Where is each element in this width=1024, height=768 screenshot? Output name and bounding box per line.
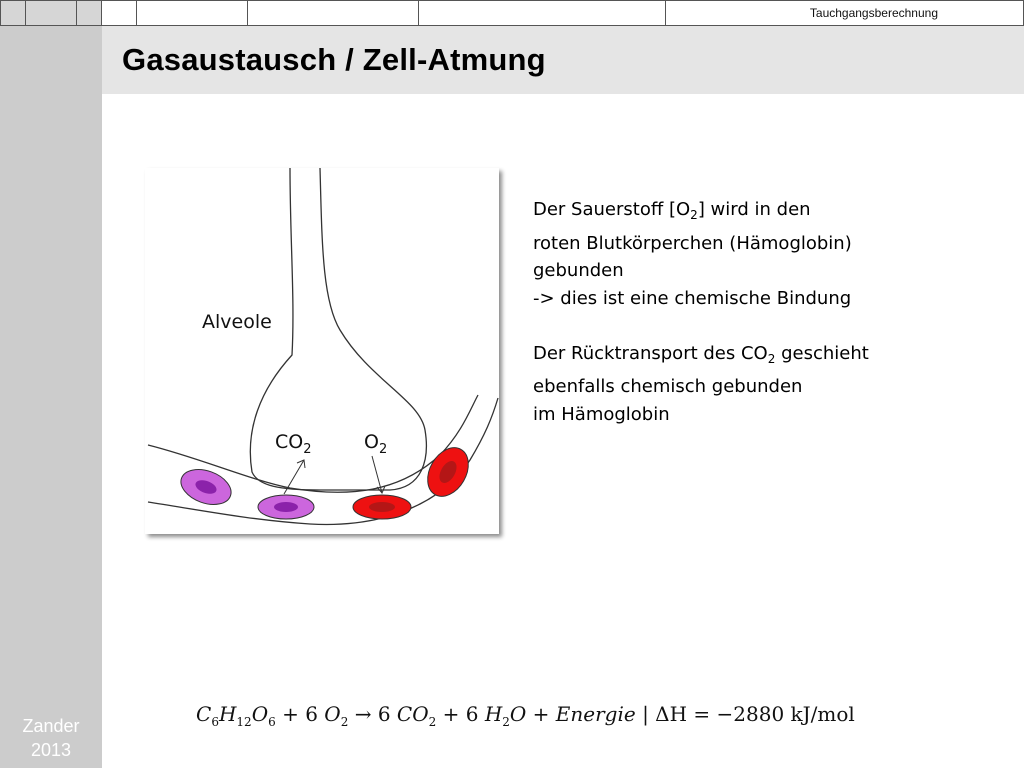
blood-cell-o2: [353, 495, 411, 519]
f-plus2: + 6: [436, 702, 485, 726]
paragraph-oxygen: [533, 196, 953, 312]
co2-label-text: CO: [275, 431, 304, 453]
p2-line3: im Hämoglobin: [533, 403, 670, 425]
o2-label-text: O: [364, 431, 379, 453]
f-c: C: [196, 702, 212, 726]
p1-line4: -> dies ist eine chemische Bindung: [533, 287, 852, 309]
author-name: Zander: [22, 716, 80, 736]
body-text: [533, 196, 953, 428]
f-co2: CO: [396, 702, 429, 726]
f-arrow: → 6: [348, 702, 397, 726]
f-co2-sub: 2: [428, 715, 437, 729]
p1-line1-b: ] wird in den: [697, 199, 811, 220]
strip-cell: [77, 0, 102, 26]
left-sidebar: [0, 0, 102, 768]
f-o2-sub: 2: [340, 715, 349, 729]
o2-label-sub: 2: [378, 442, 388, 457]
strip-cell: [419, 0, 666, 26]
p1-line1-a: Der Sauerstoff [O: [533, 199, 691, 220]
f-h-sub: 12: [236, 715, 252, 729]
p1-line1-sub: 2: [690, 208, 698, 222]
alveole-diagram: [140, 160, 508, 542]
f-o: O: [251, 702, 269, 726]
strip-cell: [248, 0, 419, 26]
f-h: H: [218, 702, 237, 726]
f-plus3: +: [526, 702, 556, 726]
footer-author: [0, 714, 102, 762]
f-o2: O: [324, 702, 341, 726]
p2-line1-a: Der Rücktransport des CO: [533, 342, 768, 364]
f-plus1: + 6: [275, 702, 325, 726]
page-title: Gasaustausch / Zell-Atmung: [122, 42, 546, 77]
strip-cell: [0, 0, 26, 26]
blood-cell-co2: [258, 495, 314, 519]
p2-line1-b: geschieht: [775, 342, 869, 364]
alveole-label: Alveole: [202, 311, 272, 333]
f-h2o-h: H: [484, 702, 503, 726]
strip-cell: [102, 0, 137, 26]
f-energie: Energie: [555, 702, 636, 726]
f-delta: | ΔH = −2880 kJ/mol: [635, 702, 855, 726]
f-c-sub: 6: [211, 715, 219, 729]
header-label: Tauchgangsberechnung: [809, 6, 938, 20]
p1-line2: roten Blutkörperchen (Hämoglobin): [533, 232, 852, 254]
strip-cell: [137, 0, 248, 26]
paragraph-co2: [533, 340, 953, 429]
co2-label-sub: 2: [303, 442, 312, 457]
author-year: 2013: [30, 740, 72, 760]
p2-line1-sub: 2: [767, 351, 776, 366]
f-o-sub: 6: [268, 715, 276, 729]
cell-respiration-formula: [196, 702, 855, 729]
f-h2o-sub: 2: [502, 715, 510, 729]
p1-line3: gebunden: [533, 260, 624, 281]
strip-cell: [26, 0, 77, 26]
p2-line2: ebenfalls chemisch gebunden: [533, 376, 803, 397]
f-h2o-o: O: [509, 702, 527, 726]
